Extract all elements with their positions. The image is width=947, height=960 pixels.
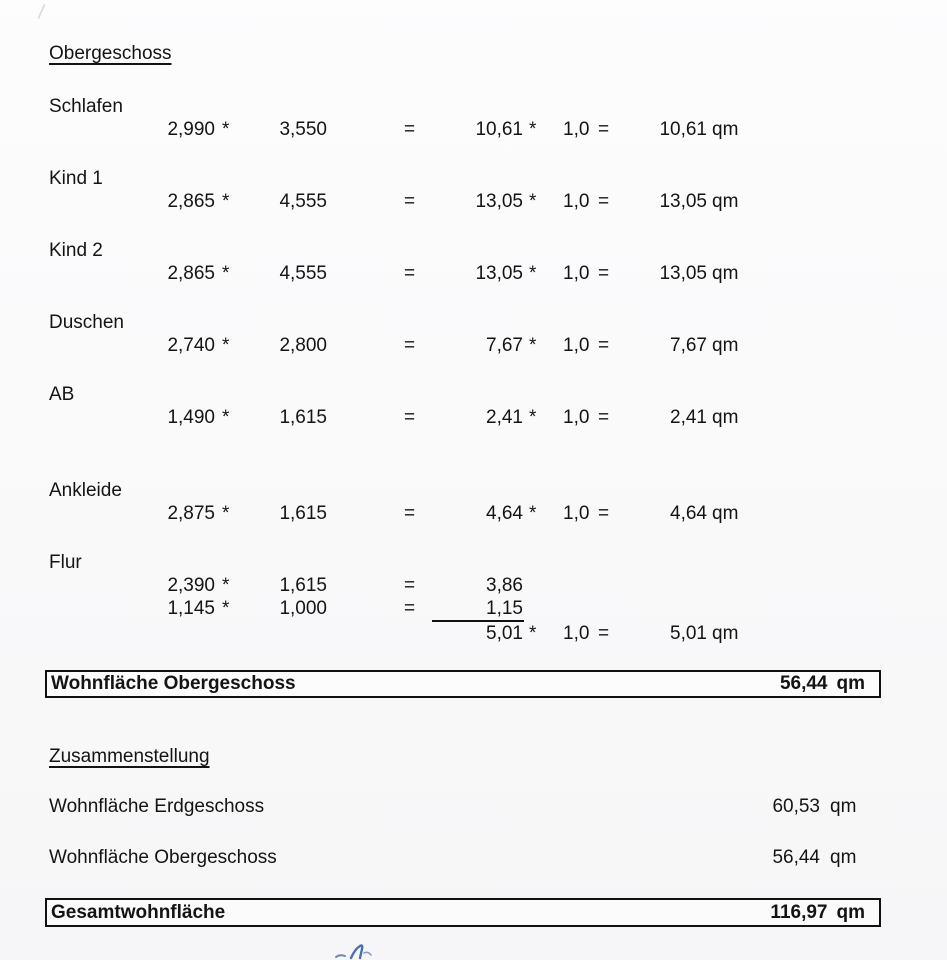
result-value: 5,01 [670, 623, 707, 644]
unit-label: qm [836, 673, 865, 694]
dim-a: 2,390 [167, 575, 215, 596]
dim-a: 2,990 [167, 119, 215, 140]
subtotal-value-group [780, 673, 865, 695]
unit-label: qm [830, 847, 857, 868]
factor-value: 1,0 [563, 263, 590, 284]
summary-section-title: Zusammenstellung [49, 746, 210, 767]
multiply-sign: * [529, 623, 537, 644]
summary-value: 56,44 [772, 847, 820, 868]
grand-total-box [45, 898, 881, 927]
calc-row [0, 335, 947, 357]
grand-total-value: 116,97 [770, 901, 828, 923]
unit-label: qm [712, 119, 739, 140]
result-value: 13,05 [659, 191, 707, 212]
multiply-sign: * [222, 191, 230, 212]
equals-sign: = [404, 191, 416, 212]
multiply-sign: * [529, 335, 537, 356]
multiply-sign: * [222, 335, 230, 356]
multiply-sign: * [222, 263, 230, 284]
room-label: Kind 2 [49, 240, 103, 261]
room-label: AB [49, 384, 75, 405]
factor-value: 1,0 [563, 119, 590, 140]
summary-value: 60,53 [772, 796, 820, 817]
equals-sign: = [404, 335, 416, 356]
factor-value: 1,0 [563, 503, 590, 524]
dim-b: 1,615 [279, 503, 327, 524]
area-value: 4,64 [486, 503, 523, 524]
dim-b: 1,000 [279, 598, 327, 619]
area-value: 10,61 [475, 119, 523, 140]
equals-sign: = [598, 623, 610, 644]
scan-artifact-mark [26, 0, 45, 19]
area-value: 2,41 [486, 407, 523, 428]
equals-sign: = [598, 335, 610, 356]
subtotal-label: Wohnfläche Obergeschoss [51, 673, 296, 694]
area-value: 3,86 [486, 575, 523, 596]
multiply-sign: * [529, 119, 537, 140]
multiply-sign: * [529, 191, 537, 212]
multiply-sign: * [222, 407, 230, 428]
unit-label: qm [712, 263, 739, 284]
summary-row [0, 796, 947, 818]
unit-label: qm [712, 191, 739, 212]
factor-value: 1,0 [563, 191, 590, 212]
result-value: 13,05 [659, 263, 707, 284]
floor-section-title: Obergeschoss [49, 43, 172, 64]
equals-sign: = [404, 503, 416, 524]
calc-row-sum [0, 623, 947, 645]
result-value: 7,67 [670, 335, 707, 356]
dim-a: 2,865 [167, 263, 215, 284]
dim-b: 4,555 [279, 191, 327, 212]
calc-row [0, 191, 947, 213]
equals-sign: = [404, 263, 416, 284]
result-value: 10,61 [659, 119, 707, 140]
equals-sign: = [598, 119, 610, 140]
equals-sign: = [404, 575, 416, 596]
unit-label: qm [712, 503, 739, 524]
area-value: 13,05 [475, 191, 523, 212]
grand-total-value-group [770, 902, 865, 924]
dim-b: 4,555 [279, 263, 327, 284]
area-value: 1,15 [486, 598, 523, 619]
dim-b: 2,800 [279, 335, 327, 356]
multiply-sign: * [529, 503, 537, 524]
summary-label: Wohnfläche Erdgeschoss [49, 796, 265, 817]
room-label: Flur [49, 552, 82, 573]
equals-sign: = [404, 598, 416, 619]
room-label: Kind 1 [49, 168, 103, 189]
unit-label: qm [712, 623, 739, 644]
unit-label: qm [836, 901, 865, 923]
dim-a: 2,875 [167, 503, 215, 524]
calc-row-partial [0, 575, 947, 597]
factor-value: 1,0 [563, 407, 590, 428]
subtotal-box-obergeschoss [45, 670, 881, 698]
room-label: Ankleide [49, 480, 122, 501]
area-value: 13,05 [475, 263, 523, 284]
calc-row-partial [0, 598, 947, 620]
dim-a: 2,865 [167, 191, 215, 212]
calc-row [0, 263, 947, 285]
unit-label: qm [830, 796, 857, 817]
equals-sign: = [598, 263, 610, 284]
unit-label: qm [712, 335, 739, 356]
calc-row [0, 407, 947, 429]
multiply-sign: * [222, 503, 230, 524]
dim-a: 1,145 [167, 598, 215, 619]
subtotal-value: 56,44 [779, 673, 828, 694]
multiply-sign: * [222, 598, 230, 619]
dim-b: 3,550 [279, 119, 327, 140]
calc-row [0, 503, 947, 525]
equals-sign: = [598, 191, 610, 212]
dim-a: 2,740 [167, 335, 215, 356]
equals-sign: = [598, 503, 610, 524]
factor-value: 1,0 [563, 623, 590, 644]
room-label: Duschen [49, 312, 124, 333]
equals-sign: = [404, 119, 416, 140]
summary-row [0, 847, 947, 869]
dim-b: 1,615 [279, 575, 327, 596]
result-value: 4,64 [670, 503, 707, 524]
result-value: 2,41 [670, 407, 707, 428]
equals-sign: = [404, 407, 416, 428]
multiply-sign: * [222, 575, 230, 596]
room-label: Schlafen [49, 96, 123, 117]
calc-row [0, 119, 947, 141]
unit-label: qm [712, 407, 739, 428]
factor-value: 1,0 [563, 335, 590, 356]
area-sum-value: 5,01 [486, 623, 523, 644]
signature-stroke [334, 943, 380, 960]
multiply-sign: * [529, 263, 537, 284]
grand-total-label: Gesamtwohnfläche [51, 901, 226, 923]
equals-sign: = [598, 407, 610, 428]
multiply-sign: * [529, 407, 537, 428]
dim-a: 1,490 [167, 407, 215, 428]
summary-label: Wohnfläche Obergeschoss [49, 847, 277, 868]
area-value: 7,67 [486, 335, 523, 356]
dim-b: 1,615 [279, 407, 327, 428]
sum-line [432, 620, 524, 622]
signature-fragment [334, 943, 380, 960]
multiply-sign: * [222, 119, 230, 140]
